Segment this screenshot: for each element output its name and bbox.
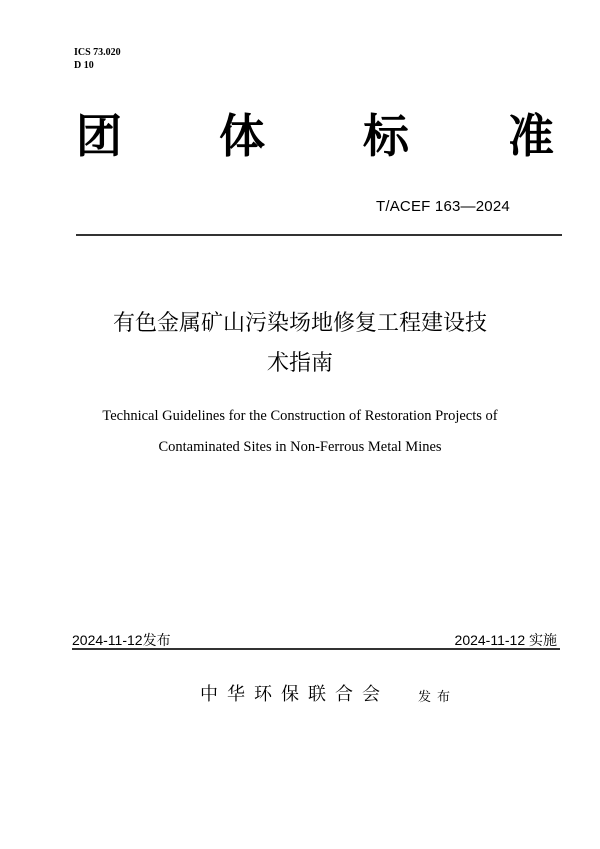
publish-date: 2024-11-12发布 xyxy=(72,632,171,648)
standard-number: T/ACEF 163—2024 xyxy=(376,198,510,215)
title-en-line-2: Contaminated Sites in Non-Ferrous Metal Mines xyxy=(158,439,442,455)
standard-type-char-3: 标 xyxy=(363,109,409,163)
ics-code: ICS 73.020 xyxy=(74,47,121,58)
title-cn-line-2: 术指南 xyxy=(266,351,333,376)
classification-codes xyxy=(74,46,121,72)
footer-divider xyxy=(72,648,560,650)
ccs-code: D 10 xyxy=(74,60,94,71)
standard-type-char-1: 团 xyxy=(76,109,122,163)
standard-type-heading xyxy=(76,108,556,168)
header-divider xyxy=(76,234,562,236)
title-en-line-1: Technical Guidelines for the Construction of Restoration Projects of xyxy=(102,408,498,424)
publisher-action: 发布 xyxy=(418,690,457,705)
title-cn-line-1: 有色金属矿山污染场地修复工程建设技 xyxy=(112,311,487,336)
standard-type-char-4: 准 xyxy=(508,109,554,163)
standard-type-char-2: 体 xyxy=(219,109,265,163)
implement-date: 2024-11-12 实施 xyxy=(454,632,557,648)
publisher-name: 中华环保联合会 xyxy=(200,684,389,705)
